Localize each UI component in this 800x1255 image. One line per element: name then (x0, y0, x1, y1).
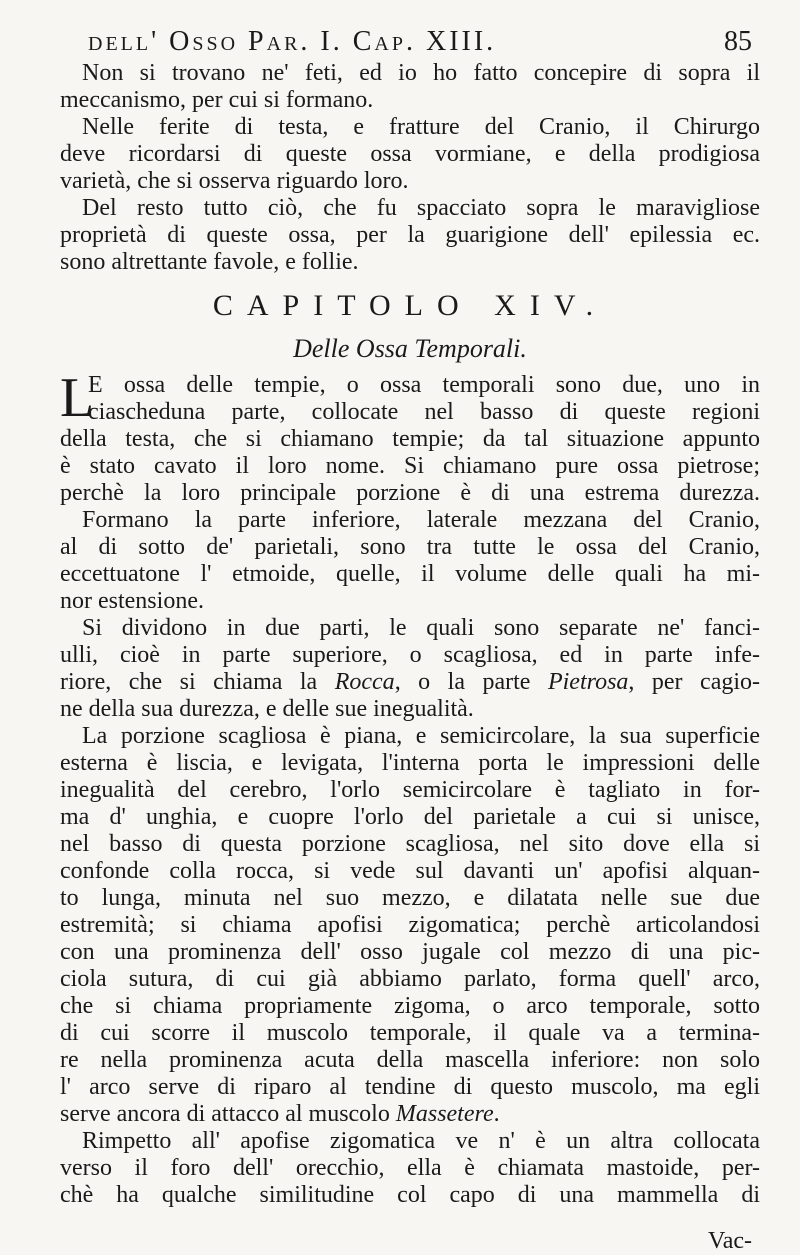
text-line: estremità; si chiama apofisi zigomatica; perchè articolandosi (60, 912, 760, 938)
text-line: E ossa delle tempie, o ossa temporali sono due, uno in (88, 372, 760, 398)
text-line: perchè la loro principale porzione è di una estrema durezza. (60, 480, 760, 506)
text-line: verso il foro dell' orecchio, ella è chiamata mastoide, per- (60, 1155, 760, 1181)
text-line: eccettuatone l' etmoide, quelle, il volume delle quali ha mi- (60, 561, 760, 587)
paragraph-6 (60, 723, 760, 1128)
text-span: . (493, 1101, 500, 1127)
text-line: Rimpetto all' apofise zigomatica ve n' è un altra collocata (82, 1128, 760, 1154)
text-line: Nelle ferite di testa, e fratture del Cranio, il Chirurgo (82, 114, 760, 140)
text-line: ulli, cioè in parte superiore, o scagliosa, ed in parte infe- (60, 642, 760, 668)
text-line: to lunga, minuta nel suo mezzo, e dilatata nelle sue due (60, 885, 760, 911)
text-line: l' arco serve di riparo al tendine di questo muscolo, ma egli (60, 1074, 760, 1100)
page-number: 85 (724, 26, 752, 57)
text-line: che si chiama propriamente zigoma, o arco temporale, sotto (60, 993, 760, 1019)
running-head-title: dell' Osso Par. I. Cap. XIII. (88, 26, 497, 57)
text-line (60, 1101, 760, 1128)
catchword: Vac- (708, 1228, 752, 1254)
text-span: , per cagio- (628, 669, 760, 695)
text-line: re nella prominenza acuta della mascella inferiore: non solo (60, 1047, 760, 1073)
text-line: ciola sutura, di cui già abbiamo parlato, forma quell' arco, (60, 966, 760, 992)
text-line (60, 669, 760, 696)
text-line: confonde colla rocca, si vede sul davanti un' apofisi alquan- (60, 858, 760, 884)
text-line: Si dividono in due parti, le quali sono separate ne' fanci- (82, 615, 760, 641)
text-line: ma d' unghia, e cuopre l'orlo del parietale a cui si unisce, (60, 804, 760, 830)
paragraph-2 (60, 114, 760, 195)
text-line: deve ricordarsi di queste ossa vormiane, e della prodigiosa (60, 141, 760, 167)
text-line: nel basso di questa porzione scagliosa, nel sito dove ella si (60, 831, 760, 857)
italic-term-massetere: Massetere (395, 1101, 494, 1127)
text-line: meccanismo, per cui si formano. (60, 87, 374, 113)
text-line: proprietà di queste ossa, per la guarigione dell' epilessia ec. (60, 222, 760, 248)
text-line: Formano la parte inferiore, laterale mezzana del Cranio, (82, 507, 760, 533)
text-line: è stato cavato il loro nome. Si chiamano pure ossa pietrose; (60, 453, 760, 479)
italic-term-rocca: Rocca (334, 669, 395, 695)
text-line: Non si trovano ne' feti, ed io ho fatto concepire di sopra il (82, 60, 760, 86)
running-head (0, 20, 800, 60)
paragraph-3 (60, 195, 760, 276)
paragraph-1 (60, 60, 760, 114)
text-span: , o la parte (394, 669, 548, 695)
text-line: sono altrettante favole, e follie. (60, 249, 359, 275)
paragraph-7 (60, 1128, 760, 1209)
text-line: Del resto tutto ciò, che fu spacciato sopra le maravigliose (82, 195, 760, 221)
text-span: serve ancora di attacco al muscolo (60, 1101, 396, 1127)
text-line: varietà, che si osserva riguardo loro. (60, 168, 409, 194)
text-line: della testa, che si chiamano tempie; da tal situazione appunto (60, 426, 760, 452)
text-line: esterna è liscia, e levigata, l'interna porta le impressioni delle (60, 750, 760, 776)
paragraph-5 (60, 615, 760, 723)
text-line: nor estensione. (60, 588, 204, 614)
paragraph-4 (60, 367, 760, 615)
text-line: La porzione scagliosa è piana, e semicircolare, la sua superficie (82, 723, 760, 749)
text-line: ne della sua durezza, e delle sue inegualità. (60, 696, 474, 722)
text-line: ciaschedunа parte, collocate nel basso di queste regioni (88, 399, 760, 425)
chapter-title: Delle Ossa Temporali. (293, 334, 527, 363)
text-line: inegualità del cerebro, l'orlo semicircolare è tagliato in for- (60, 777, 760, 803)
italic-term-pietrosa: Pietrosa (547, 669, 629, 695)
text-span: riore, che si chiama la (60, 669, 335, 695)
text-line: di cui scorre il muscolo temporale, il quale va a terminа- (60, 1020, 760, 1046)
chapter-heading: CAPITOLO XIV. (212, 289, 608, 322)
body-text (60, 60, 760, 1209)
text-line: chè ha qualche similitudine col capo di una mammella di (60, 1182, 760, 1208)
text-line: con una prominenza dell' osso jugale col mezzo di una pic- (60, 939, 760, 965)
text-line: al di sotto de' parietali, sono tra tutte le ossa del Cranio, (60, 534, 760, 560)
drop-cap: L (60, 367, 95, 429)
